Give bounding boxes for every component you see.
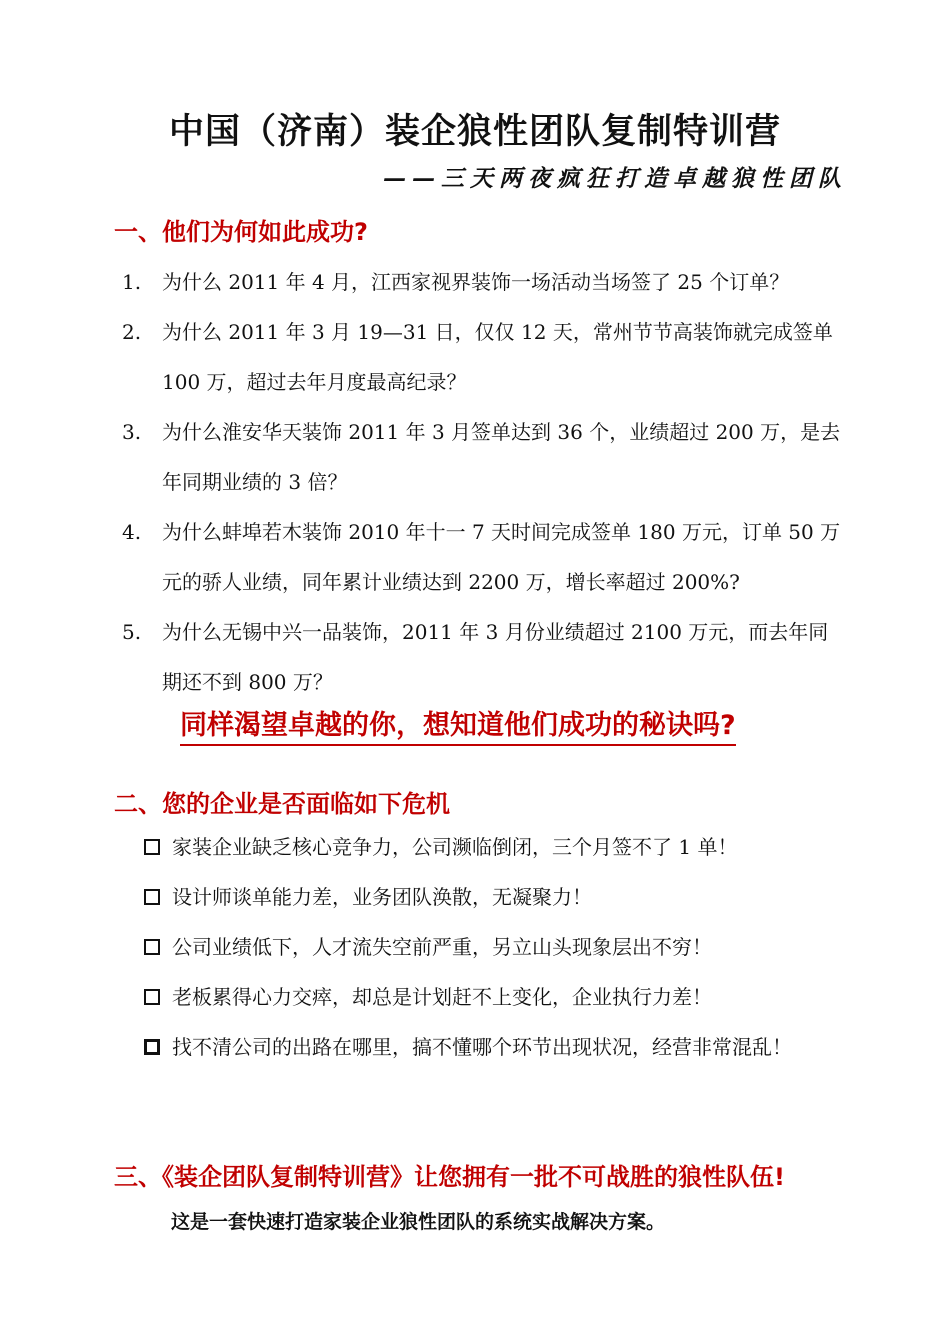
list-item	[144, 822, 844, 872]
list-item	[122, 607, 842, 707]
list-item	[122, 257, 842, 307]
callout-text: 同样渴望卓越的你，想知道他们成功的秘诀吗?	[180, 703, 736, 746]
list-text: 为什么 2011 年 4 月，江西家视界装饰一场活动当场签了 25 个订单？	[162, 270, 790, 294]
list-text: 为什么 2011 年 3 月 19—31 日，仅仅 12 天，常州节节高装饰就完成签单 100 万，超过去年月度最高纪录？	[162, 320, 833, 394]
page-subtitle: ——三天两夜疯狂打造卓越狼性团队	[383, 165, 847, 192]
section3-intro: 这是一套快速打造家装企业狼性团队的系统实战解决方案。	[171, 1211, 666, 1233]
list-number: 3.	[122, 420, 142, 444]
list-text: 找不清公司的出路在哪里，搞不懂哪个环节出现状况，经营非常混乱！	[172, 1035, 792, 1059]
list-text: 为什么蚌埠若木装饰 2010 年十一 7 天时间完成签单 180 万元，订单 50 万元的骄人业绩，同年累计业绩达到 2200 万，增长率超过 200%?	[162, 520, 841, 594]
list-text: 家装企业缺乏核心竞争力，公司濒临倒闭，三个月签不了 1 单！	[172, 835, 738, 859]
list-number: 1.	[122, 270, 142, 294]
checkbox-icon	[144, 939, 160, 955]
list-text: 为什么无锡中兴一品装饰，2011 年 3 月份业绩超过 2100 万元，而去年同期还不到 800 万？	[162, 620, 829, 694]
list-item	[144, 972, 844, 1022]
section2-heading: 二、您的企业是否面临如下危机	[114, 790, 450, 818]
checkbox-icon	[144, 989, 160, 1005]
page-title: 中国（济南）装企狼性团队复制特训营	[168, 111, 781, 152]
list-number: 5.	[122, 620, 142, 644]
list-item	[144, 1022, 844, 1072]
section3-heading: 三、《装企团队复制特训营》让您拥有一批不可战胜的狼性队伍!	[114, 1163, 785, 1191]
list-number: 4.	[122, 520, 142, 544]
list-text: 公司业绩低下，人才流失空前严重，另立山头现象层出不穷！	[172, 935, 712, 959]
list-item	[144, 872, 844, 922]
list-item	[144, 922, 844, 972]
list-item	[122, 307, 842, 407]
crisis-list	[144, 822, 844, 1072]
list-item	[122, 507, 842, 607]
checkbox-icon	[144, 1039, 160, 1055]
checkbox-icon	[144, 889, 160, 905]
success-list	[122, 257, 842, 707]
list-text: 为什么淮安华天装饰 2011 年 3 月签单达到 36 个，业绩超过 200 万，是去年同期业绩的 3 倍？	[162, 420, 841, 494]
list-item	[122, 407, 842, 507]
checkbox-icon	[144, 839, 160, 855]
section1-heading: 一、他们为何如此成功?	[114, 218, 368, 246]
list-text: 老板累得心力交瘁，却总是计划赶不上变化，企业执行力差！	[172, 985, 712, 1009]
list-text: 设计师谈单能力差，业务团队涣散，无凝聚力！	[172, 885, 592, 909]
list-number: 2.	[122, 320, 142, 344]
